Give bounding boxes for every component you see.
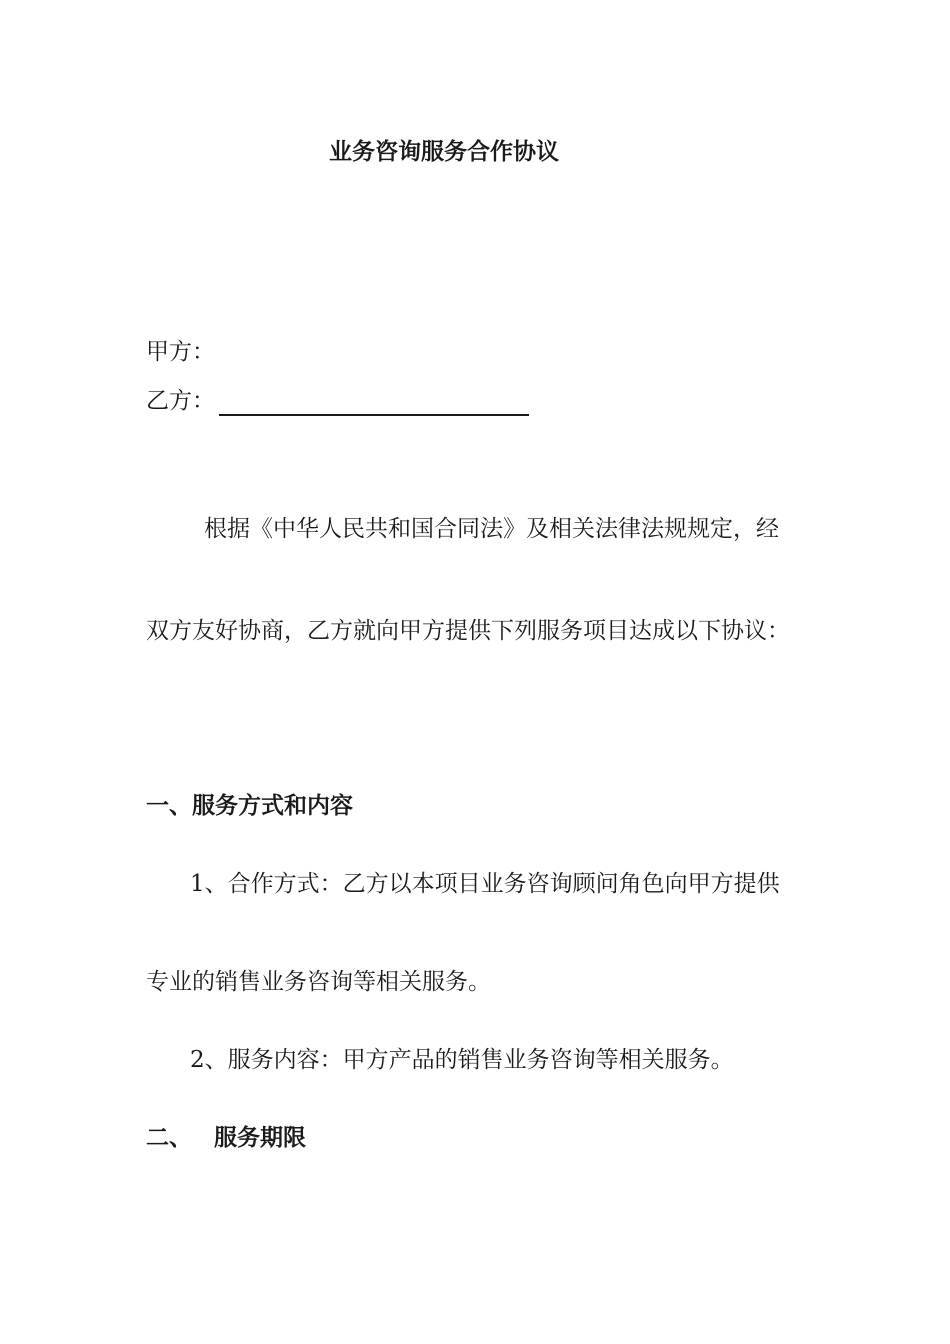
document-title: 业务咨询服务合作协议 bbox=[329, 138, 559, 165]
section-2-number: 二、 bbox=[146, 1124, 192, 1151]
section-1-heading: 一、服务方式和内容 bbox=[146, 792, 353, 819]
party-b-label: 乙方： bbox=[146, 388, 215, 414]
section-1-item-2: 2、服务内容：甲方产品的销售业务咨询等相关服务。 bbox=[190, 1047, 734, 1073]
intro-paragraph-line-2: 双方友好协商，乙方就向甲方提供下列服务项目达成以下协议： bbox=[146, 618, 790, 644]
party-a-line bbox=[146, 337, 215, 367]
party-a-label: 甲方： bbox=[146, 339, 215, 365]
section-1-item-1-line-1: 1、合作方式：乙方以本项目业务咨询顾问角色向甲方提供 bbox=[190, 871, 780, 897]
section-1-item-1-line-2: 专业的销售业务咨询等相关服务。 bbox=[146, 969, 491, 995]
party-b-line bbox=[146, 386, 529, 416]
party-b-blank bbox=[219, 390, 529, 416]
section-2-title: 服务期限 bbox=[214, 1124, 306, 1151]
section-2-heading bbox=[146, 1123, 306, 1153]
intro-paragraph-line-1: 根据《中华人民共和国合同法》及相关法律法规规定，经 bbox=[204, 516, 779, 542]
